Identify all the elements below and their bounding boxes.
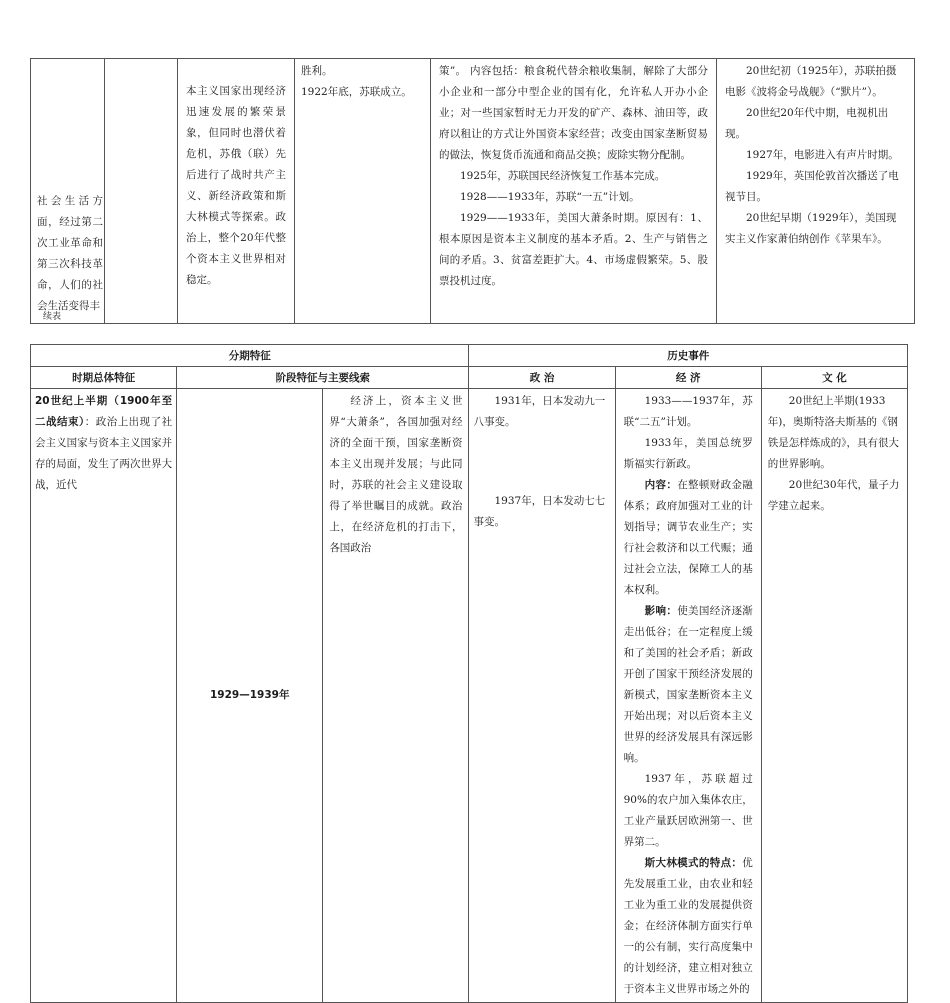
period-range: 1929—1939年 (210, 689, 290, 701)
economy-paragraph: 策”。 内容包括：粮食税代替余粮收集制，解除了大部分小企业和一部分中型企业的国有化，允许私人开办小企业；对一些国家暂时无力开发的矿产、森林、油田等，政府以租让的方式让外国资本家经营；改变由国家垄断贸易的做法，恢复货币流通和商品交换；废除实物分配制。 (439, 65, 708, 161)
table-row (31, 59, 915, 324)
period-title: 20世纪上半期（1900年至二战结束） (35, 395, 173, 428)
period-features-header: 分期特征 (31, 345, 469, 367)
politics-line: 1922年底，苏联成立。 (301, 86, 412, 98)
overall-features-text: ：政治上出现了社会主义国家与资本主义国家并存的局面，发生了两次世界大战，近代 (35, 416, 173, 491)
history-table (30, 344, 908, 1003)
economy-paragraph: 影响：使美国经济逐渐走出低谷；在一定程度上缓和了美国的社会矛盾；新政开创了国家干预经济发展的新模式，国家垄断资本主义开始出现；对以后资本主义世界的经济发展具有深远影响。 (623, 605, 753, 764)
culture-paragraph: 1929年，英国伦敦首次播送了电视节目。 (725, 170, 899, 203)
politics-cell (469, 389, 615, 1003)
stage-features-cell (323, 389, 469, 1003)
overall-features-header: 时期总体特征 (31, 367, 177, 389)
economy-paragraph: 1925年，苏联国民经济恢复工作基本完成。 (460, 170, 666, 182)
culture-cell (717, 59, 915, 324)
table-row (31, 389, 908, 1003)
politics-line: 胜利。 (301, 65, 333, 77)
continued-label: 续表 (43, 312, 62, 322)
economy-cell (615, 389, 761, 1003)
politics-paragraph: 1931年，日本发动九一八事变。 (473, 395, 606, 428)
culture-paragraph: 20世纪30年代，量子力学建立起来。 (767, 479, 900, 512)
header-row (31, 345, 908, 367)
impact-label: 影响： (644, 605, 678, 617)
culture-paragraph: 20世纪初（1925年），苏联拍摄电影《波将金号战舰》（“默片”）。 (725, 65, 897, 98)
economy-paragraph: 斯大林模式的特点：优先发展重工业，由农业和轻工业为重工业的发展提供资金；在经济体制方面实行单一的公有制，实行高度集中的计划经济，建立相对独立于资本主义世界市场之外的 (623, 857, 753, 995)
politics-cell (295, 59, 431, 324)
stage-features-cell (178, 59, 295, 324)
economy-header: 经 济 (615, 367, 761, 389)
economy-paragraph: 1929——1933年，美国大萧条时期。原因有：1、根本原因是资本主义制度的基本矛盾。2、生产与销售之间的矛盾。3、贫富差距扩大。4、市场虚假繁荣。5、股票投机过度。 (439, 212, 708, 287)
politics-header: 政 治 (469, 367, 615, 389)
culture-cell (761, 389, 907, 1003)
culture-header: 文 化 (761, 367, 907, 389)
economy-paragraph: 1933——1937年，苏联“二五”计划。 (623, 395, 753, 428)
overall-features-cell (31, 59, 105, 324)
period-cell (105, 59, 178, 324)
continued-table-top (30, 58, 915, 324)
economy-paragraph: 1937年，苏联超过90%的农户加入集体农庄，工业产量跃居欧洲第一、世界第二。 (623, 773, 753, 848)
economy-paragraph: 1928——1933年，苏联“一五”计划。 (460, 191, 640, 203)
economy-paragraph: 内容：在整顿财政金融体系；政府加强对工业的计划指导；调节农业生产；实行社会救济和以工代赈；通过社会立法，保障工人的基本权利。 (623, 479, 753, 596)
culture-paragraph: 1927年，电影进入有声片时期。 (746, 149, 899, 161)
social-life-text: 社会生活方面，经过第二次工业革命和第三次科技革命，人们的社会生活变得丰 (37, 195, 103, 312)
culture-paragraph: 20世纪早期（1929年），美国现实主义作家萧伯纳创作《苹果车》。 (725, 212, 897, 245)
content-label: 内容： (644, 479, 678, 491)
overall-features-cell (31, 389, 177, 1003)
politics-paragraph: 1937年，日本发动七七事变。 (473, 495, 606, 528)
historical-events-header: 历史事件 (469, 345, 908, 367)
stage-features-header: 阶段特征与主要线索 (177, 367, 469, 389)
culture-paragraph: 20世纪上半期(1933年)，奥斯特洛夫斯基的《钢铁是怎样炼成的》，具有很大的世界影响。 (767, 395, 900, 470)
stage-features-text: 经济上，资本主义世界“大萧条”，各国加强对经济的全面干预，国家垄断资本主义出现并发展；与此同时，苏联的社会主义建设取得了举世瞩目的成就。政治上，在经济危机的打击下，各国政治 (329, 395, 463, 554)
header-row (31, 367, 908, 389)
economy-cell (431, 59, 717, 324)
culture-paragraph: 20世纪20年代中期，电视机出现。 (725, 107, 889, 140)
period-range-cell (177, 389, 323, 1003)
stalin-model-label: 斯大林模式的特点： (644, 857, 743, 869)
economy-paragraph: 1933年，美国总统罗斯福实行新政。 (623, 437, 753, 470)
stage-features-text: 本主义国家出现经济迅速发展的繁荣景象，但同时也潜伏着危机，苏俄（联）先后进行了战时共产主义、新经济政策和斯大林模式等探索。政治上，整个20年代整个资本主义世界相对稳定。 (186, 85, 286, 286)
